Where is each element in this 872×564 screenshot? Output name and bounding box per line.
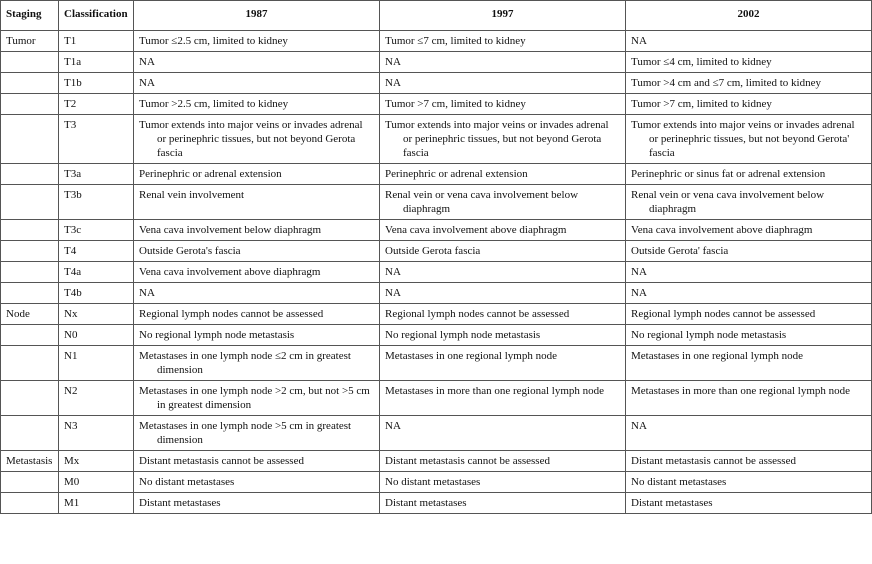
table-row: [1, 262, 872, 283]
cell-1997-text: No distant metastases: [385, 476, 481, 488]
classification-cell-text: T2: [64, 98, 77, 110]
cell-2002-text: Regional lymph nodes cannot be assessed: [631, 308, 816, 320]
header-2002: 2002: [626, 1, 872, 31]
cell-1987-text: Tumor ≤2.5 cm, limited to kidney: [139, 35, 288, 47]
cell-1997: [380, 185, 626, 220]
cell-1997-text: NA: [385, 77, 401, 89]
cell-1987: [134, 185, 380, 220]
table-row: [1, 73, 872, 94]
cell-1997-text: Tumor ≤7 cm, limited to kidney: [385, 35, 526, 47]
classification-cell: [59, 220, 134, 241]
classification-cell: [59, 52, 134, 73]
classification-cell: [59, 451, 134, 472]
cell-2002-text: Tumor extends into major veins or invades adrenal or perinephric tissues, but not beyond Gerota' fascia: [631, 119, 855, 159]
cell-1997: [380, 283, 626, 304]
classification-cell: [59, 304, 134, 325]
table-row: [1, 94, 872, 115]
staging-cell: [1, 451, 59, 472]
cell-1997: [380, 94, 626, 115]
classification-cell-text: N3: [64, 420, 78, 432]
cell-1997-text: NA: [385, 287, 401, 299]
cell-1997: [380, 164, 626, 185]
classification-cell: [59, 416, 134, 451]
cell-1987: [134, 381, 380, 416]
table-row: [1, 185, 872, 220]
classification-cell-text: T1: [64, 35, 77, 47]
classification-cell: [59, 73, 134, 94]
cell-1987-text: NA: [139, 287, 155, 299]
staging-cell: [1, 164, 59, 185]
staging-cell: [1, 381, 59, 416]
cell-1997-text: Outside Gerota fascia: [385, 245, 481, 257]
cell-1997: [380, 220, 626, 241]
cell-2002-text: Distant metastases: [631, 497, 713, 509]
cell-1987: [134, 451, 380, 472]
cell-1987: [134, 220, 380, 241]
cell-2002: [626, 73, 872, 94]
cell-1997-text: Tumor extends into major veins or invades adrenal or perinephric tissues, but not beyond Gerota fascia: [385, 119, 609, 159]
cell-1997: [380, 346, 626, 381]
classification-cell-text: T4: [64, 245, 77, 257]
cell-2002: [626, 283, 872, 304]
cell-1987: [134, 164, 380, 185]
cell-1997-text: Distant metastasis cannot be assessed: [385, 455, 550, 467]
cell-1997-text: NA: [385, 56, 401, 68]
cell-2002-text: Distant metastasis cannot be assessed: [631, 455, 796, 467]
cell-1997-text: Regional lymph nodes cannot be assessed: [385, 308, 570, 320]
cell-2002: [626, 94, 872, 115]
cell-2002-text: NA: [631, 266, 647, 278]
cell-1987-text: Metastases in one lymph node >2 cm, but not >5 cm in greatest dimension: [139, 385, 370, 411]
classification-cell: [59, 283, 134, 304]
cell-1987: [134, 283, 380, 304]
classification-cell: [59, 262, 134, 283]
classification-cell-text: T1b: [64, 77, 82, 89]
classification-cell-text: M1: [64, 497, 80, 509]
cell-2002-text: Vena cava involvement above diaphragm: [631, 224, 813, 236]
classification-cell-text: T3: [64, 119, 77, 131]
classification-cell: [59, 472, 134, 493]
table-row: [1, 241, 872, 262]
cell-1997: [380, 493, 626, 514]
cell-1997-text: Metastases in one regional lymph node: [385, 350, 557, 362]
header-classification: Classification: [59, 1, 134, 31]
cell-1987-text: NA: [139, 56, 155, 68]
cell-2002-text: No regional lymph node metastasis: [631, 329, 787, 341]
cell-2002-text: NA: [631, 287, 647, 299]
cell-1987-text: Vena cava involvement above diaphragm: [139, 266, 321, 278]
cell-1997: [380, 325, 626, 346]
cell-1997: [380, 416, 626, 451]
staging-cell: [1, 262, 59, 283]
cell-2002: [626, 262, 872, 283]
classification-cell-text: T1a: [64, 56, 82, 68]
cell-2002: [626, 416, 872, 451]
cell-1997-text: No regional lymph node metastasis: [385, 329, 541, 341]
table-row: [1, 451, 872, 472]
classification-cell: [59, 493, 134, 514]
staging-cell-text: Metastasis: [6, 455, 53, 467]
cell-1987-text: Distant metastasis cannot be assessed: [139, 455, 304, 467]
classification-cell-text: T4a: [64, 266, 82, 278]
classification-cell-text: N1: [64, 350, 78, 362]
classification-cell: [59, 325, 134, 346]
cell-1997-text: Metastases in more than one regional lymph node: [385, 385, 605, 397]
cell-1997-text: Distant metastases: [385, 497, 467, 509]
cell-1987: [134, 262, 380, 283]
cell-1987-text: Regional lymph nodes cannot be assessed: [139, 308, 324, 320]
cell-2002: [626, 451, 872, 472]
cell-1987: [134, 346, 380, 381]
cell-2002: [626, 164, 872, 185]
table-row: [1, 115, 872, 164]
cell-2002: [626, 241, 872, 262]
staging-cell: [1, 346, 59, 381]
cell-2002: [626, 346, 872, 381]
cell-2002-text: Renal vein or vena cava involvement below diaphragm: [631, 189, 825, 215]
cell-1997-text: Tumor >7 cm, limited to kidney: [385, 98, 526, 110]
cell-1987: [134, 472, 380, 493]
cell-2002: [626, 115, 872, 164]
table-row: [1, 164, 872, 185]
cell-2002: [626, 493, 872, 514]
cell-2002-text: Perinephric or sinus fat or adrenal extension: [631, 168, 826, 180]
cell-1987: [134, 94, 380, 115]
classification-cell-text: T4b: [64, 287, 82, 299]
cell-1987-text: Distant metastases: [139, 497, 221, 509]
cell-1987-text: Metastases in one lymph node ≤2 cm in greatest dimension: [139, 350, 351, 376]
classification-cell: [59, 94, 134, 115]
staging-cell-text: Tumor: [6, 35, 36, 47]
classification-cell: [59, 185, 134, 220]
cell-2002-text: NA: [631, 35, 647, 47]
cell-1997-text: NA: [385, 266, 401, 278]
table-row: [1, 493, 872, 514]
classification-cell: [59, 346, 134, 381]
table-row: [1, 325, 872, 346]
cell-2002-text: Tumor >7 cm, limited to kidney: [631, 98, 772, 110]
cell-2002: [626, 52, 872, 73]
cell-1997: [380, 451, 626, 472]
table-row: [1, 346, 872, 381]
cell-2002-text: Tumor >4 cm and ≤7 cm, limited to kidney: [631, 77, 821, 89]
cell-2002: [626, 472, 872, 493]
classification-cell-text: N2: [64, 385, 78, 397]
cell-2002: [626, 185, 872, 220]
staging-cell: [1, 241, 59, 262]
cell-1987-text: No distant metastases: [139, 476, 235, 488]
cell-2002: [626, 304, 872, 325]
cell-1987: [134, 52, 380, 73]
cell-1997-text: Perinephric or adrenal extension: [385, 168, 528, 180]
cell-2002: [626, 31, 872, 52]
cell-1997-text: NA: [385, 420, 401, 432]
table-row: [1, 220, 872, 241]
cell-2002-text: Metastases in one regional lymph node: [631, 350, 803, 362]
cell-1987: [134, 325, 380, 346]
classification-cell: [59, 241, 134, 262]
cell-2002-text: Metastases in more than one regional lymph node: [631, 385, 851, 397]
cell-2002: [626, 325, 872, 346]
cell-1987: [134, 73, 380, 94]
cell-1997-text: Renal vein or vena cava involvement below diaphragm: [385, 189, 579, 215]
classification-cell-text: T3c: [64, 224, 82, 236]
table-row: [1, 381, 872, 416]
staging-cell: [1, 304, 59, 325]
staging-cell: [1, 94, 59, 115]
cell-1987-text: Vena cava involvement below diaphragm: [139, 224, 322, 236]
cell-2002-text: No distant metastases: [631, 476, 727, 488]
cell-1997: [380, 241, 626, 262]
cell-1987-text: NA: [139, 77, 155, 89]
cell-1997-text: Vena cava involvement above diaphragm: [385, 224, 567, 236]
classification-cell-text: Nx: [64, 308, 78, 320]
staging-cell: [1, 52, 59, 73]
table-row: [1, 304, 872, 325]
cell-2002-text: Outside Gerota' fascia: [631, 245, 729, 257]
staging-cell: [1, 283, 59, 304]
table-row: [1, 283, 872, 304]
cell-1987-text: Tumor extends into major veins or invades adrenal or perinephric tissues, but not beyond Gerota fascia: [139, 119, 363, 159]
cell-1997: [380, 304, 626, 325]
table-row: [1, 52, 872, 73]
staging-cell: [1, 416, 59, 451]
cell-1997: [380, 262, 626, 283]
cell-1987: [134, 304, 380, 325]
classification-cell-text: Mx: [64, 455, 80, 467]
classification-cell-text: T3a: [64, 168, 82, 180]
staging-cell: [1, 220, 59, 241]
cell-2002-text: Tumor ≤4 cm, limited to kidney: [631, 56, 772, 68]
staging-cell: [1, 325, 59, 346]
cell-1997: [380, 73, 626, 94]
staging-cell: [1, 73, 59, 94]
cell-1987: [134, 241, 380, 262]
staging-cell: [1, 115, 59, 164]
staging-cell: [1, 31, 59, 52]
cell-1987-text: Tumor >2.5 cm, limited to kidney: [139, 98, 289, 110]
cell-1997: [380, 31, 626, 52]
cell-2002: [626, 220, 872, 241]
cell-1997: [380, 52, 626, 73]
cell-1987: [134, 416, 380, 451]
cell-1987: [134, 493, 380, 514]
header-1987: 1987: [134, 1, 380, 31]
cell-1987: [134, 115, 380, 164]
cell-1997: [380, 381, 626, 416]
classification-cell: [59, 381, 134, 416]
classification-cell: [59, 164, 134, 185]
staging-cell-text: Node: [6, 308, 30, 320]
header-row: [1, 1, 872, 31]
cell-1987-text: No regional lymph node metastasis: [139, 329, 295, 341]
cell-1997: [380, 472, 626, 493]
cell-1997: [380, 115, 626, 164]
staging-cell: [1, 493, 59, 514]
staging-cell: [1, 472, 59, 493]
classification-cell-text: M0: [64, 476, 80, 488]
staging-cell: [1, 185, 59, 220]
header-staging: Staging: [1, 1, 59, 31]
classification-cell-text: T3b: [64, 189, 82, 201]
table-row: [1, 416, 872, 451]
table-row: [1, 472, 872, 493]
cell-1987-text: Perinephric or adrenal extension: [139, 168, 282, 180]
cell-1987-text: Metastases in one lymph node >5 cm in greatest dimension: [139, 420, 352, 446]
table-row: [1, 31, 872, 52]
cell-2002: [626, 381, 872, 416]
cell-1987: [134, 31, 380, 52]
classification-cell: [59, 31, 134, 52]
header-1997: 1997: [380, 1, 626, 31]
cell-2002-text: NA: [631, 420, 647, 432]
classification-cell: [59, 115, 134, 164]
cell-1987-text: Outside Gerota's fascia: [139, 245, 241, 257]
cell-1987-text: Renal vein involvement: [139, 189, 245, 201]
classification-cell-text: N0: [64, 329, 78, 341]
